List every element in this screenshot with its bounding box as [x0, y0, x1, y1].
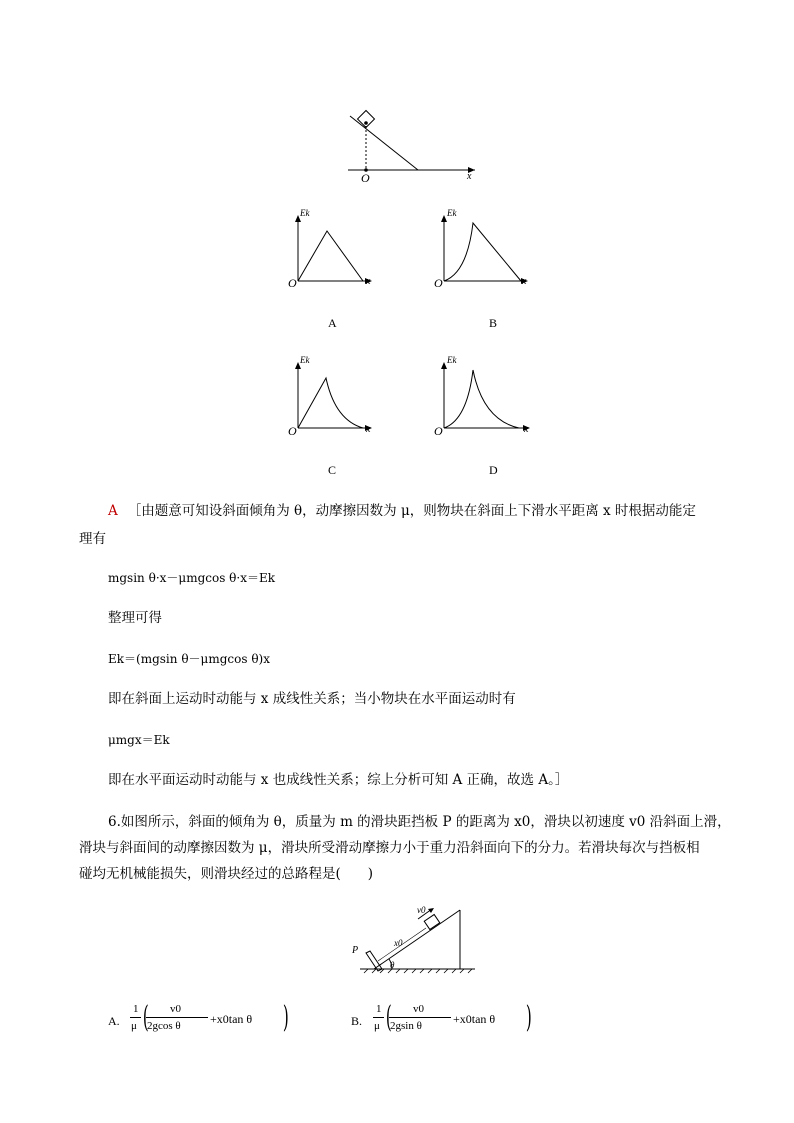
answer-equation-1: mgsin θ·x－μmgcos θ·x＝Ek	[108, 571, 276, 585]
graph-b-y-label: Ek	[447, 208, 457, 218]
slope-figure	[350, 905, 480, 975]
option-b-tail: +x0tan θ	[453, 1012, 496, 1026]
answer-line-3: 整理可得	[108, 610, 162, 626]
option-a-letter: A.	[108, 1014, 120, 1028]
graph-d-caption: D	[489, 463, 498, 477]
graph-b	[441, 215, 531, 285]
graph-c-origin: O	[288, 424, 297, 438]
option-b-frac-num: v0	[413, 1003, 424, 1015]
graph-a-origin: O	[288, 276, 297, 290]
answer-equation-3: μmgx＝Ek	[108, 733, 170, 747]
incline-origin-label: O	[361, 171, 370, 185]
answer-line-2: 理有	[79, 531, 106, 547]
option-b-letter: B.	[351, 1014, 363, 1028]
graph-a-caption: A	[328, 316, 337, 330]
option-a-tail: +x0tan θ	[210, 1012, 253, 1026]
option-b-frac-den: 2gsin θ	[390, 1020, 422, 1032]
answer-equation-2: Ek＝(mgsin θ－μmgcos θ)x	[108, 652, 270, 666]
graph-c-y-label: Ek	[300, 355, 310, 365]
graph-c-x-label: x	[366, 424, 371, 435]
incline-x-label: x	[467, 171, 472, 182]
graph-d-origin: O	[434, 424, 443, 438]
slope-angle-label: θ	[390, 960, 395, 970]
answer-letter: A	[108, 503, 118, 519]
graph-b-origin: O	[434, 276, 443, 290]
graph-b-caption: B	[489, 316, 498, 330]
answer-text-1: ［由题意可知设斜面倾角为 θ，动摩擦因数为 μ，则物块在斜面上下滑水平距离 x 时根据动能定	[127, 503, 696, 519]
option-a-coef-den: μ	[131, 1020, 137, 1032]
graph-c	[295, 362, 375, 432]
graph-a	[295, 215, 375, 285]
graph-a-x-label: x	[366, 276, 371, 287]
option-a-frac-num: v0	[170, 1003, 181, 1015]
question-6-line-2: 滑块与斜面间的动摩擦因数为 μ，滑块所受滑动摩擦力小于重力沿斜面向下的分力。若滑块每次与挡板相	[79, 840, 700, 856]
slope-p-label: P	[352, 945, 359, 956]
graph-d	[441, 362, 533, 432]
option-a-frac-den: 2gcos θ	[147, 1020, 181, 1032]
option-b[interactable]: B. 1 μ ( v0 2gsin θ +x0tan θ )	[351, 1000, 532, 1035]
option-b-coef-num: 1	[376, 1003, 382, 1015]
answer-line-4: 即在斜面上运动时动能与 x 成线性关系；当小物块在水平面运动时有	[108, 691, 516, 707]
answer-line-1	[108, 505, 696, 519]
slope-v-label: v0	[417, 905, 426, 915]
graph-c-caption: C	[328, 463, 337, 477]
graph-d-y-label: Ek	[447, 355, 457, 365]
option-a[interactable]: A. 1 μ ( v0 2gcos θ +x0tan θ )	[108, 1000, 289, 1035]
answer-line-5: 即在水平面运动时动能与 x 也成线性关系；综上分析可知 A 正确，故选 A。］	[108, 772, 569, 788]
graph-b-x-label: x	[522, 276, 527, 287]
slope-x-label: x0	[394, 938, 403, 948]
option-a-coef-num: 1	[133, 1003, 139, 1015]
graph-d-x-label: x	[524, 424, 529, 435]
graph-a-y-label: Ek	[300, 208, 310, 218]
question-6-line-3: 碰均无机械能损失，则滑块经过的总路程是( )	[79, 866, 374, 882]
option-b-coef-den: μ	[374, 1020, 380, 1032]
question-6-line-1: 6.如图所示，斜面的倾角为 θ，质量为 m 的滑块距挡板 P 的距离为 x0，滑块以初速度 v0 沿斜面上滑，	[108, 814, 731, 830]
